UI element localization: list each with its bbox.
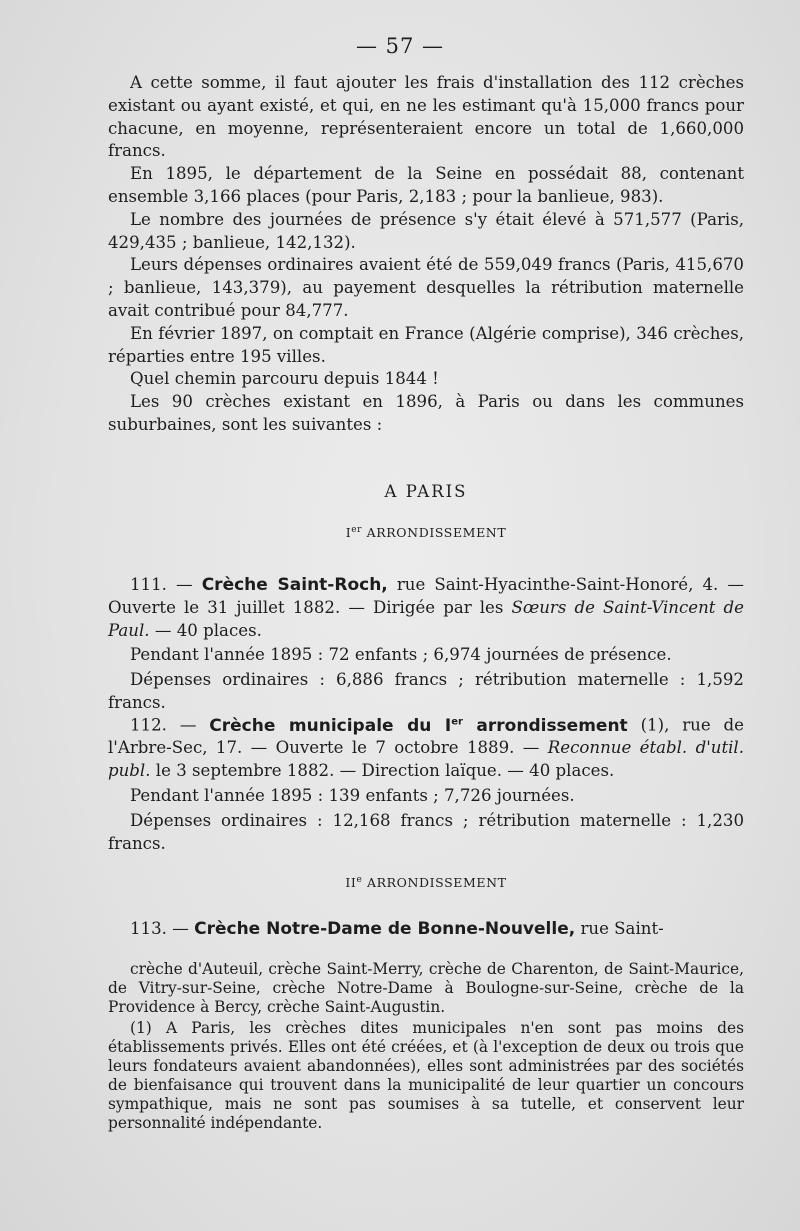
arrondissement-1-label: ARRONDISSEMENT bbox=[366, 525, 507, 541]
entry-112-address: rue de l'Arbre-Sec, 17. — Ouverte le 7 octobre 1889. — bbox=[108, 715, 744, 758]
entry-113-number: 113. bbox=[130, 919, 167, 938]
intro-text bbox=[108, 72, 744, 437]
entry-111-number: 111. bbox=[130, 575, 167, 594]
arrondissement-2-suffix: e bbox=[356, 875, 363, 885]
entry-112-title-sup: er bbox=[451, 716, 463, 727]
footnote-continuation: crèche d'Auteuil, crèche Saint-Merry, crèche de Charenton, de Saint-Maurice, de Vitry-sur-Seine, crèche Notre-Dame à Boulogne-sur-Seine, crèche de la Providence à Bercy, crèche Saint-Augustin. bbox=[108, 960, 744, 1016]
entry-112-expenses: Dépenses ordinaires : 12,168 francs ; rétribution maternelle : 1,230 francs. bbox=[108, 810, 744, 853]
footnote-1: (1) A Paris, les crèches dites municipales n'en sont pas moins des établissements privés. Elles ont été créées, et (à l'exception de deux ou trois que leurs fondateurs avaient abandonnées), elles sont administrées par des sociétés de bienfaisance qui trouvent dans la municipalité de leur quartier un concours sympathique, mais ne sont pas soumises à sa tutelle, et conservent leur personnalité indépendante. bbox=[108, 1019, 744, 1132]
arrondissement-1-number: I bbox=[345, 525, 352, 541]
entry-113-heading: 113. — Crèche Notre-Dame de Bonne-Nouvelle, rue Saint- bbox=[130, 919, 664, 939]
entry-111-title: Crèche Saint-Roch, bbox=[201, 575, 388, 595]
intro-paragraph-6: Quel chemin parcouru depuis 1844 ! bbox=[130, 369, 439, 389]
entry-112 bbox=[108, 711, 744, 855]
arrondissement-2-number: II bbox=[345, 875, 357, 891]
arrondissement-2-heading bbox=[108, 875, 744, 890]
entry-112-title-pre: Crèche municipale du I bbox=[209, 715, 452, 736]
intro-paragraph-5: En février 1897, on comptait en France (Algérie comprise), 346 crèches, réparties entre 195 villes. bbox=[108, 323, 744, 366]
entry-112-rest: le 3 septembre 1882. — Direction laïque. — 40 places. bbox=[155, 761, 615, 781]
entry-112-note-ref: (1), bbox=[640, 715, 670, 735]
intro-paragraph-4: Leurs dépenses ordinaires avaient été de 559,049 francs (Paris, 415,670 ; banlieue, 143,379), au payement desquelles la rétribution maternelle avait contribué pour 84,777. bbox=[108, 255, 744, 320]
entry-112-stats: Pendant l'année 1895 : 139 enfants ; 7,726 journées. bbox=[130, 786, 575, 806]
entry-113-address: rue Saint- bbox=[580, 919, 664, 938]
entry-111-stats: Pendant l'année 1895 : 72 enfants ; 6,974 journées de présence. bbox=[130, 645, 672, 665]
footnotes bbox=[108, 960, 744, 1133]
intro-paragraph-7: Les 90 crèches existant en 1896, à Paris ou dans les communes suburbaines, sont les suivantes : bbox=[108, 392, 744, 434]
entry-113-title: Crèche Notre-Dame de Bonne-Nouvelle, bbox=[194, 919, 576, 939]
entry-111-heading: 111. — Crèche Saint-Roch, rue Saint-Hyacinthe-Saint-Honoré, 4. — Ouverte le 31 juillet 1882. — Dirigée par les Sœurs de Saint-Vincent de Paul. — 40 places. bbox=[108, 575, 744, 640]
entry-112-title-post: arrondissement bbox=[476, 715, 628, 736]
arrondissement-1-suffix: er bbox=[351, 525, 363, 535]
entry-112-recognition: Reconnue établ. d'util. publ. bbox=[108, 738, 744, 781]
entry-111-expenses: Dépenses ordinaires : 6,886 francs ; rétribution maternelle : 1,592 francs. bbox=[108, 670, 744, 712]
entry-112-number: 112. bbox=[130, 715, 167, 735]
arrondissement-2-label: ARRONDISSEMENT bbox=[366, 875, 507, 891]
intro-paragraph-3: Le nombre des journées de présence s'y était élevé à 571,577 (Paris, 429,435 ; banlieue, 142,132). bbox=[108, 209, 744, 252]
entry-111-direction: Sœurs de Saint-Vincent de Paul. bbox=[108, 597, 744, 640]
page-number: — 57 — bbox=[355, 34, 445, 58]
entry-111-places: — 40 places. bbox=[154, 620, 262, 640]
entry-113 bbox=[108, 918, 744, 941]
arrondissement-1-heading bbox=[108, 525, 744, 540]
entry-112-title bbox=[209, 716, 627, 736]
entry-111 bbox=[108, 574, 744, 715]
intro-paragraph-1: A cette somme, il faut ajouter les frais d'installation des 112 crèches existant ou ayant existé, et qui, en ne les estimant qu'à 15,000 francs pour chacune, en moyenne, représenteraient encore un total de 1,660,000 francs. bbox=[108, 73, 744, 161]
intro-paragraph-2: En 1895, le département de la Seine en possédait 88, contenant ensemble 3,166 places (pour Paris, 2,183 ; pour la banlieue, 983). bbox=[108, 164, 744, 206]
section-title: A PARIS bbox=[384, 482, 468, 501]
entry-112-heading: 112. — Crèche municipale du Ier arrondissement (1), rue de l'Arbre-Sec, 17. — Ouverte le 7 octobre 1889. — Reconnue établ. d'util. publ. le 3 septembre 1882. — Direction laïque. — 40 places. bbox=[108, 715, 744, 781]
entry-111-address: rue Saint-Hyacinthe-Saint-Honoré, 4. — Ouverte le 31 juillet 1882. — Dirigée par les bbox=[108, 575, 744, 617]
